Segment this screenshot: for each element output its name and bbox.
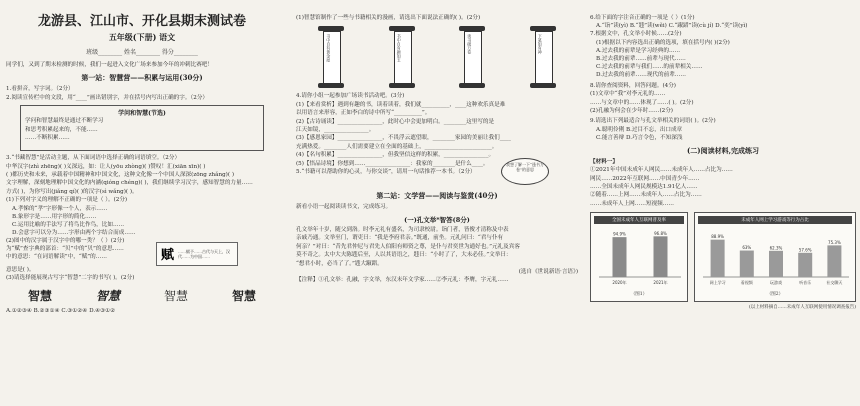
bulletin-title: 学问和智慧(节选): [118, 110, 166, 118]
calligraphy-options: A.①②③④ B.②③①④ C.③①②④ D.④③①②: [6, 307, 116, 314]
part2-heading: 第二站：文学营——阅读与鉴赏(40分): [376, 191, 498, 201]
charts-row: [590, 212, 856, 302]
calligraphy-sample: 智慧: [163, 288, 188, 303]
zi-note: ……赋予……古代与天上，汉代……为中国……: [178, 248, 231, 259]
bulletin-box: [20, 105, 264, 151]
q4-line: (2)【古诗诵读】________________，此时心中会更加明白。________这里写的是: [296, 118, 495, 125]
scroll-body: [394, 31, 412, 85]
question-top: (1)智慧馆制作了一些与书籍相关的漫画，请选出下面说法正确的( )。(2分): [296, 15, 481, 21]
article2-title: (二)阅读材料,完成练习: [686, 145, 760, 155]
question-9: 9.请选出下列最适合与孔文举相关的词语( )。(2分): [590, 118, 716, 125]
article-line: 孔文举年十岁，随父到洛。时李元礼有盛名，为司隶校尉。诣门者，皆俊才清称及中表: [296, 226, 509, 233]
bar: [654, 237, 668, 278]
q4-line: (4)【名句积累】________________，但我坚信这样的积累，________________。: [296, 152, 495, 159]
article-line: 莫不奇之。太中大夫陈韪后至，人以其语语之，韪曰：“小时了了，大未必佳。”文举曰：: [296, 252, 512, 259]
question-7: 7.根据文中，孔文举小时候……(2分): [590, 31, 682, 38]
calligraphy-row: [6, 287, 278, 304]
article-line: “想君小时，必当了了。”韪大踧踖。: [296, 260, 383, 267]
q3-line: (3)请选择能展现古写字“智慧”二字的书写( )。(2分): [6, 275, 135, 282]
data-label: 62.3%: [769, 245, 783, 251]
data-label: 96.8%: [654, 231, 667, 237]
bar: [613, 237, 627, 277]
material-label: 【材料一】: [590, 158, 618, 165]
tick-label: 社交聊天: [826, 280, 843, 286]
q3-line: 中的意思：“在词语解读”中，“赋”的……: [6, 254, 107, 261]
tick-label: 看视频: [740, 280, 753, 286]
scroll-illustration: [389, 26, 415, 88]
scroll-text: 书中自有黄金屋: [326, 34, 332, 63]
tick-label: 玩游戏: [770, 280, 782, 286]
calligraphy-sample: 智慧: [27, 288, 52, 303]
scroll-illustration: [530, 26, 556, 88]
scroll-rod: [530, 83, 556, 88]
option-line: A.过去我的前辈是学习经典的……: [596, 47, 681, 54]
question-6: 6.给下面的字注音正确的一项是（ ）(1分): [590, 15, 695, 21]
scroll-body: [535, 31, 553, 85]
material-line: 网民……2022年互联网……中国青少年……: [590, 175, 700, 182]
chart-title: 未成年人网上学习游戏等行为占比: [698, 216, 852, 224]
zi-definition-box: [156, 242, 238, 266]
part2-intro: 新看小语一起阅读读书文，完成练习。: [296, 204, 392, 211]
bar: [827, 246, 841, 278]
data-label: 57.6%: [798, 247, 812, 253]
q3-line: 为“赋”查字典的部首：“贝”中的“贝”的意思……: [6, 246, 124, 253]
question-2: 2.阅读宣传栏中的文段，用“____”画出错别字，并在括号内写出正确的字。（2分）: [6, 94, 209, 101]
data-label: 75.3%: [828, 240, 841, 246]
chart-1: [590, 212, 688, 302]
q4-line: (5)【悟品诗境】你想到……________________：我家的________是什么____。: [296, 160, 489, 167]
column-middle: [296, 4, 578, 404]
tick-label: 听音乐: [799, 280, 812, 286]
scroll-text: 书中自有颜如玉: [396, 34, 402, 63]
zi-char: 赋: [161, 248, 175, 264]
option-line: A.孝悌的“孝”字形像一个人，表示……: [12, 205, 108, 212]
q3-line: 3.“书藏智慧”是活动主题，从下面词语中选择正确的词语填空。（2分）: [6, 155, 181, 162]
q4-line: 4.请你小组一起参加广场读书活动吧。(3分): [296, 93, 405, 100]
calligraphy-sample: 智慧: [95, 288, 120, 303]
paper-title: 龙游县、江山市、开化县期末测试卷: [37, 14, 246, 29]
column-right: [590, 4, 856, 404]
q3-line: 意思是( )。: [6, 266, 35, 273]
bulletin-line: 学问和智慧最终是通过不断学习: [25, 118, 104, 125]
student-info-line: 班级________ 姓名________ 得分________: [86, 49, 198, 56]
q4-line: 5.“书籍可以帮助你的心灵，与你交谈”，请用一句话推荐一本书。（2分）: [296, 169, 476, 176]
option-line: B.象形字是……用字形的简化……: [12, 213, 97, 220]
bar: [711, 240, 725, 277]
scroll-text: 下笔如有神: [537, 34, 543, 55]
tick-label: 2021年: [653, 280, 668, 286]
q4-line: 充满热爱。________人们需要建立在全面的基础上，________________________。: [296, 143, 498, 150]
q3-line: (1)下列对字义的理解不正确的一项是（ ）。(2分): [6, 197, 128, 204]
q3-line: 文字理解，深刻地理解中国文化的内涵(qióng chéng)( )，我们继续学习汉字，感知智慧的力量……: [6, 180, 253, 187]
option-line: D.会意字可以分为……字形由两个字结合而成……: [12, 229, 136, 236]
data-label: 88.9%: [711, 234, 724, 240]
scroll-rod: [318, 83, 344, 88]
q3-line: ( )都历史和未来，承载着中国精神和中国文化，这种文化像一个中国人深深(zōng zhǎng)( ): [6, 172, 234, 179]
part1-heading: 第一站：智慧营——积累与运用(30分): [81, 73, 203, 83]
tick-label: 网上学习: [709, 280, 726, 286]
intro-text: 同学们，又到了期末检测的时候，我们一起进入文化广场来参加今年的冲刺比赛吧！: [6, 62, 213, 68]
bar: [740, 251, 754, 277]
q4-line: 江天如镜，________________。: [296, 127, 375, 134]
material-line: ……全国未成年人网民规模达1.91亿人……: [590, 184, 698, 191]
scroll-rod: [459, 83, 485, 88]
bar: [798, 253, 812, 277]
q8-line: ……与文章中的……体现了……( )。(2分): [590, 99, 694, 106]
calligraphy-sample: 智慧: [231, 288, 256, 303]
material-line: ②随着……上网……未成年人……占比为……: [590, 192, 702, 199]
q8-line: (2)孔融为何会在少年时……(2分): [590, 108, 673, 115]
chart-2: [694, 212, 856, 302]
data-label: 63%: [742, 245, 752, 251]
q4-line: (3)【感恩家园】________________，不畏浮云遮望眼，________家园的美丽让我们____: [296, 135, 511, 142]
scroll-body: [464, 31, 482, 85]
option-line: A.聪明伶俐 B.过目不忘，出口成章: [596, 126, 683, 133]
bar: [769, 251, 783, 277]
question-1: 1.看拼音，写字词。（2分）: [6, 86, 74, 93]
scroll-rod: [389, 83, 415, 88]
q3-line: 方式( )，为你写出(jiǎng qí)( )的汉字(sì wǎng)( )。: [6, 188, 138, 195]
paper-subtitle: 五年级(下册) 语文: [108, 32, 176, 42]
thought-bubble: 我想了解一下“逢书万卷”的意思: [501, 158, 549, 185]
material-line: ①2021年中国未成年人网民……未成年人……占比为……: [590, 167, 733, 174]
scroll-illustration: [459, 26, 485, 88]
data-label: 94.9%: [613, 231, 626, 237]
chart2-svg: [695, 227, 855, 287]
question-8: 8.请你查阅资料，回答问题。(4分): [590, 82, 676, 89]
article-notes: 【注释】①孔文举：孔融，字文举，东汉末年文学家……②李元礼：李膺，字元礼……: [296, 277, 509, 284]
article-line: 亲戚乃通。文举至门，谓吏曰：“我是李府君亲。”既通，前坐。元礼问曰：“君与仆有: [296, 235, 504, 242]
chart-title: 全国未成年人互联网普及率: [594, 216, 684, 224]
option-line: (1)根据以下内容选出正确的选项，填在括号内( )(2分): [596, 39, 730, 46]
bulletin-line: ……不断积累……: [25, 135, 70, 142]
material-line: ……未成年人上网……短视频……: [590, 200, 674, 207]
column-left: [6, 4, 278, 404]
scroll-body: [323, 31, 341, 85]
chart-caption: （图2）: [766, 292, 784, 298]
chart-caption: （图1）: [630, 292, 648, 298]
q4-line: (1)【来看赏析】遇到有趣的书，读着读着，我们就__________，____这种欢乐真是难: [296, 101, 506, 108]
tick-label: 2020年: [612, 280, 627, 286]
scroll-text: 读书破万卷: [467, 34, 473, 55]
option-line: D.过去我的前辈……现代的前辈……: [596, 71, 686, 78]
article-source: (选自《世说新语·言语》): [518, 268, 578, 275]
scroll-illustration: [318, 26, 344, 88]
q8-line: (1)文章中“我”对李元礼的……: [590, 91, 666, 98]
q3-line: 中华汉字(zhì zhēng)( )义深远，如：让人(yōu zhòng)( )赞叹！汇(xiān xīn)( ): [6, 163, 206, 170]
q4-line: 以用语言来形容，正如李白的诗中所写“__________”。: [296, 110, 431, 117]
option-line: A.“诣”读(yì) B.“韪”读(wěi) C.“踧踖”读(cù jí) D.“奕”读(yì): [596, 23, 748, 30]
material-footer: (以上材料摘自……未成年人互联网使用情况调查报告): [748, 305, 856, 311]
article1-title: (一)孔文举*智答(8分): [404, 215, 470, 224]
option-line: C.能言善辩 D.巧言令色，不知深浅: [596, 134, 683, 141]
option-line: B.过去我的前辈……前辈与现代……: [596, 55, 686, 62]
option-line: C.运用比喻的手法写了将鸟比作鸟，比如……: [12, 221, 125, 228]
article-line: 何亲？”对曰：“昔先君仲尼与君先人伯阳有师资之尊，是仆与君奕世为通好也。”元礼及宾客: [296, 243, 520, 250]
q3-line: (2)图中的汉字属于汉字中的哪一类？（ ）(2分): [6, 237, 125, 244]
chart1-svg: [591, 227, 687, 287]
scroll-cartoons: [296, 26, 578, 92]
bulletin-line: 和思考积累起来的，不能……: [25, 126, 98, 133]
option-line: C.过去我的前辈与我们……的前辈相关……: [596, 63, 703, 70]
